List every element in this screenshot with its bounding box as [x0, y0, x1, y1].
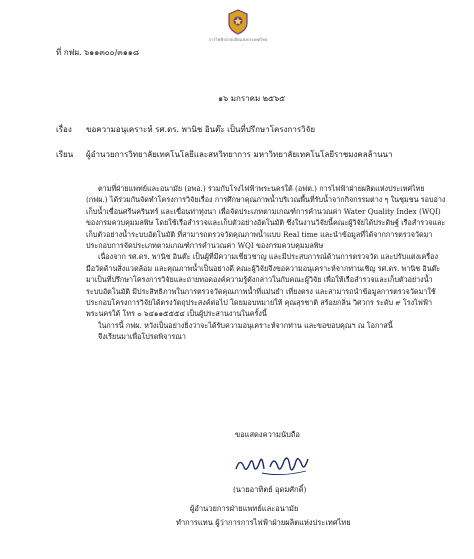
handwritten-signature-icon [232, 447, 312, 481]
signer-name: (นายอาทิตย์ อุดมศักดิ์) [233, 485, 307, 494]
document-number: ที่ กฟผ. ๖๑๑๓๐๐/๓๑๑๘ [56, 48, 140, 57]
letter-body [86, 183, 446, 343]
logo-caption: การไฟฟ้าฝ่ายผลิตแห่งประเทศไทย [208, 37, 268, 42]
body-paragraph-2: เนื่องจาก รศ.ดร. พานิช อินต๊ะ เป็นผู้ที่มีความเชี่ยวชาญ และมีประสบการณ์ด้านการตรวจวัด และปรับแต่งเครื่องมือวัดด้านสิ่งแวดล้อม และคุณภาพน้ำเป็นอย่างดี คณะผู้วิจัยจึงขอความอนุเคราะห์จากท่านเชิญ รศ.ดร. พานิช อินต๊ะ มาเป็นที่ปรึกษาโครงการวิจัยและถ่ายทอดองค์ความรู้ดังกล่าวในกับคณะผู้วิจัย เพื่อให้เรือสำรวจและเก็บตัวอย่างน้ำระบบอัตโนมัติ มีประสิทธิภาพในการตรวจวัดคุณภาพน้ำที่แม่นยำ เที่ยงตรง และสามารถนำข้อมูลการตรวจวัดมาใช้ประกอบโครงการวิจัยได้ตรงวัตถุประสงค์ต่อไป โดยมอบหมายให้ คุณสุรชาติ สร้อยกลิ่น วิศวกร ระดับ ๙ โรงไฟฟ้าพระนครใต้ โทร ๐ ๖๔๑๑๕๕๕๔ เป็นผู้ประสานงานในครั้งนี้ [86, 252, 441, 319]
body-paragraph-3: ในการนี้ กฟผ. หวังเป็นอย่างยิ่งว่าจะได้รับความอนุเคราะห์จากท่าน และขอขอบคุณฯ ณ โอกาสนี้ [98, 320, 393, 330]
signer-position-2: ทำการแทน ผู้ว่าการการไฟฟ้าฝ่ายผลิตแห่งประเทศไทย [176, 518, 351, 527]
subject-text: ขอความอนุเคราะห์ รศ.ดร. พานิช อินต๊ะ เป็นที่ปรึกษาโครงการวิจัย [86, 125, 316, 134]
recipient-label: เรียน [56, 150, 74, 159]
body-paragraph-1: ตามที่ฝ่ายแพทย์และอนามัย (อพอ.) ร่วมกับโรงไฟฟ้าพระนครใต้ (อฟต.) การไฟฟ้าฝ่ายผลิตแห่งประเทศไทย (กฟผ.) ได้ร่วมกันจัดทำโครงการวิจัยเรื่อง การศึกษาคุณภาพน้ำบริเวณพื้นที่รับน้ำจากกิจกรรมต่าง ๆ ในชุมชน รอบอ่างเก็บน้ำเขื่อนศรีนครินทร์ และเขื่อนท่าทุ่งนา เพื่อจัดประเภทตามเกณฑ์การคำนวณค่า Water Quality Index (WQI) ของกรมควบคุมมลพิษ โดยใช้เรือสำรวจและเก็บตัวอย่างอัตโนมัติ ซึ่งในงานวิจัยนี้คณะผู้วิจัยได้ประดิษฐ์ เรือสำรวจและเก็บตัวอย่างน้ำระบบอัตโนมัติ ที่สามารถตรวจวัดคุณภาพน้ำแบบ Real time และนำข้อมูลที่ได้จากการตรวจวัดมาประกอบการจัดประเภทตามเกณฑ์การคำนวณค่า WQI ของกรมควบคุมมลพิษ [86, 184, 446, 251]
subject-label: เรื่อง [56, 125, 72, 134]
body-paragraph-4: จึงเรียนมาเพื่อโปรดพิจารณา [98, 332, 186, 342]
signer-position-1: ผู้อำนวยการฝ่ายแพทย์และอนามัย [190, 504, 299, 513]
recipient-text: ผู้อำนวยการวิทยาลัยเทคโนโลยีและสหวิทยาการ มหาวิทยาลัยเทคโนโลยีราชมงคลล้านนา [86, 150, 393, 159]
letter-date: ๑๖ มกราคม ๒๕๖๕ [218, 94, 286, 103]
closing-regards: ขอแสดงความนับถือ [235, 430, 300, 439]
egat-emblem-icon [227, 9, 249, 35]
